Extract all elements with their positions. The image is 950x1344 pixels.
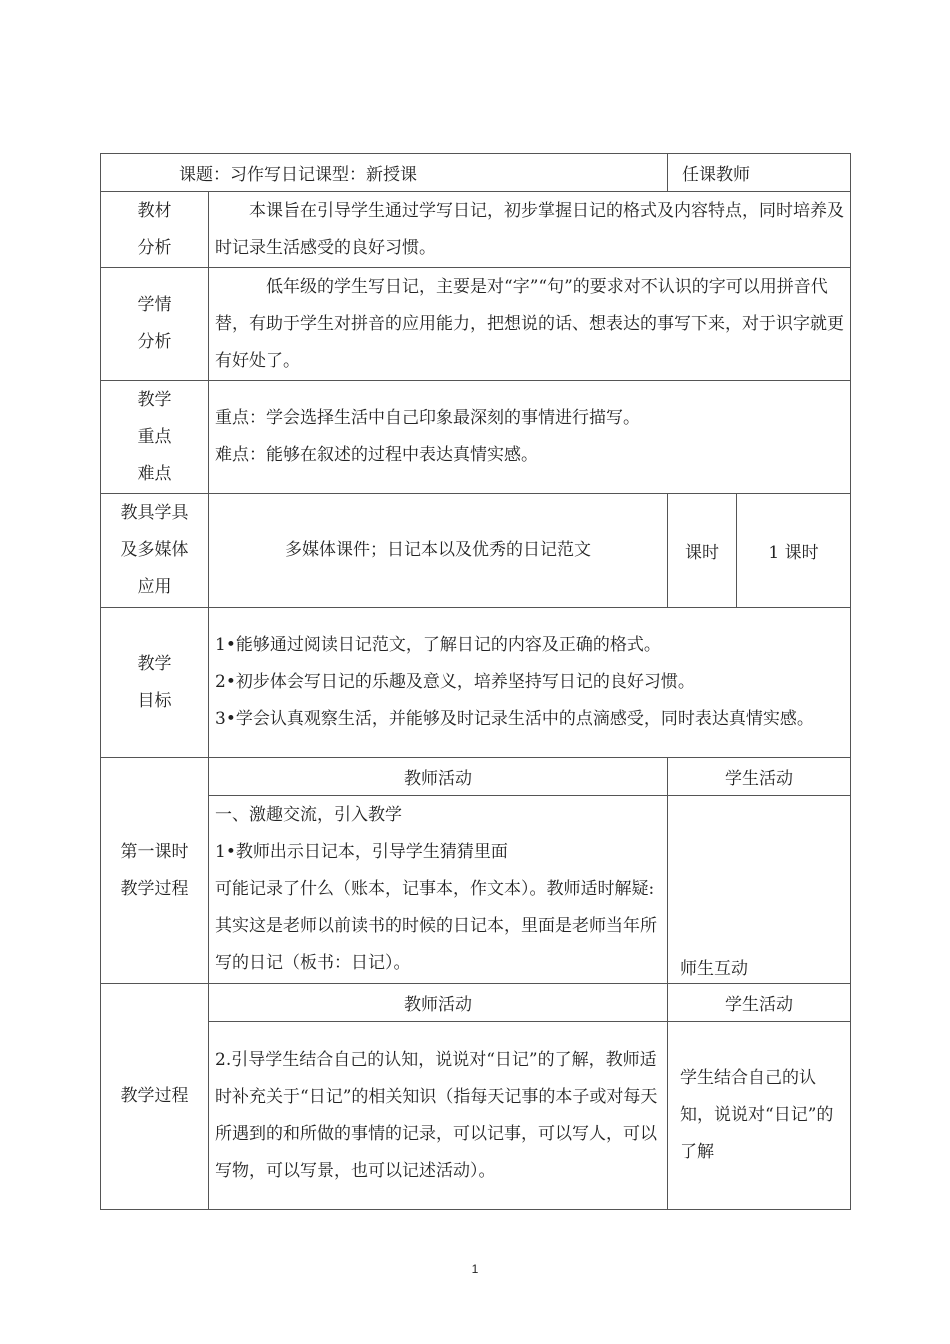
goal-item: 1•能够通过阅读日记范文，了解日记的内容及正确的格式。 — [215, 635, 661, 655]
process2-teacher-activity: 2.引导学生结合自己的认知，说说对“日记”的了解，教师适时补充关于“日记”的相关知识（指每天记事的本子或对每天所遇到的和所做的事情的记录，可以记事，可以写人，可以写物，可以写景，也可以记述活动）。 — [209, 1022, 668, 1210]
process2-header-row — [101, 984, 851, 1022]
process1-label: 第一课时 教学过程 — [101, 758, 209, 984]
student-analysis-row — [101, 268, 851, 381]
tools-text: 多媒体课件；日记本以及优秀的日记范文 — [209, 494, 668, 608]
lesson-plan-table — [100, 153, 851, 1210]
process1-student-activity: 师生互动 — [668, 796, 851, 984]
difficulty-point: 难点：能够在叙述的过程中表达真情实感。 — [215, 445, 538, 465]
process1-student-header: 学生活动 — [668, 758, 851, 796]
material-analysis-label: 教材 分析 — [101, 192, 209, 268]
tools-label: 教具学具 及多媒体 应用 — [101, 494, 209, 608]
student-analysis-text: 低年级的学生写日记，主要是对“字”“句”的要求对不认识的字可以用拼音代替，有助于学生对拼音的应用能力，把想说的话、想表达的事写下来，对于识字就更有好处了。 — [209, 268, 851, 381]
process2-student-header: 学生活动 — [668, 984, 851, 1022]
process2-body-row — [101, 1022, 851, 1210]
page-number: 1 — [471, 1262, 479, 1276]
key-points-text — [209, 381, 851, 494]
goal-item: 2•初步体会写日记的乐趣及意义，培养坚持写日记的良好习惯。 — [215, 672, 695, 692]
process1-body-row — [101, 796, 851, 984]
process2-teacher-header: 教师活动 — [209, 984, 668, 1022]
lesson-title: 课题：习作写日记课型：新授课 — [101, 154, 668, 192]
teacher-label: 任课教师 — [668, 154, 851, 192]
goals-label: 教学 目标 — [101, 608, 209, 758]
goals-list — [209, 608, 851, 758]
process1-header-row — [101, 758, 851, 796]
material-analysis-row — [101, 192, 851, 268]
key-points-label: 教学 重点 难点 — [101, 381, 209, 494]
tools-row — [101, 494, 851, 608]
key-point: 重点：学会选择生活中自己印象最深刻的事情进行描写。 — [215, 408, 640, 428]
process2-student-activity: 学生结合自己的认知，说说对“日记”的了解 — [668, 1022, 851, 1210]
goals-row — [101, 608, 851, 758]
process2-label: 教学过程 — [101, 984, 209, 1210]
period-value: 1 课时 — [737, 494, 851, 608]
process1-teacher-activity: 一、激趣交流，引入教学 1•教师出示日记本，引导学生猜猜里面 可能记录了什么（账本，记事本，作文本）。教师适时解疑:其实这是老师以前读书的时候的日记本，里面是老师当年所写的日记（板书：日记）。 — [209, 796, 668, 984]
process1-teacher-header: 教师活动 — [209, 758, 668, 796]
student-analysis-label: 学情 分析 — [101, 268, 209, 381]
material-analysis-text: 本课旨在引导学生通过学写日记，初步掌握日记的格式及内容特点，同时培养及时记录生活感受的良好习惯。 — [209, 192, 851, 268]
header-row — [101, 154, 851, 192]
period-label: 课时 — [668, 494, 737, 608]
key-points-row — [101, 381, 851, 494]
goal-item: 3•学会认真观察生活，并能够及时记录生活中的点滴感受，同时表达真情实感。 — [215, 709, 814, 729]
